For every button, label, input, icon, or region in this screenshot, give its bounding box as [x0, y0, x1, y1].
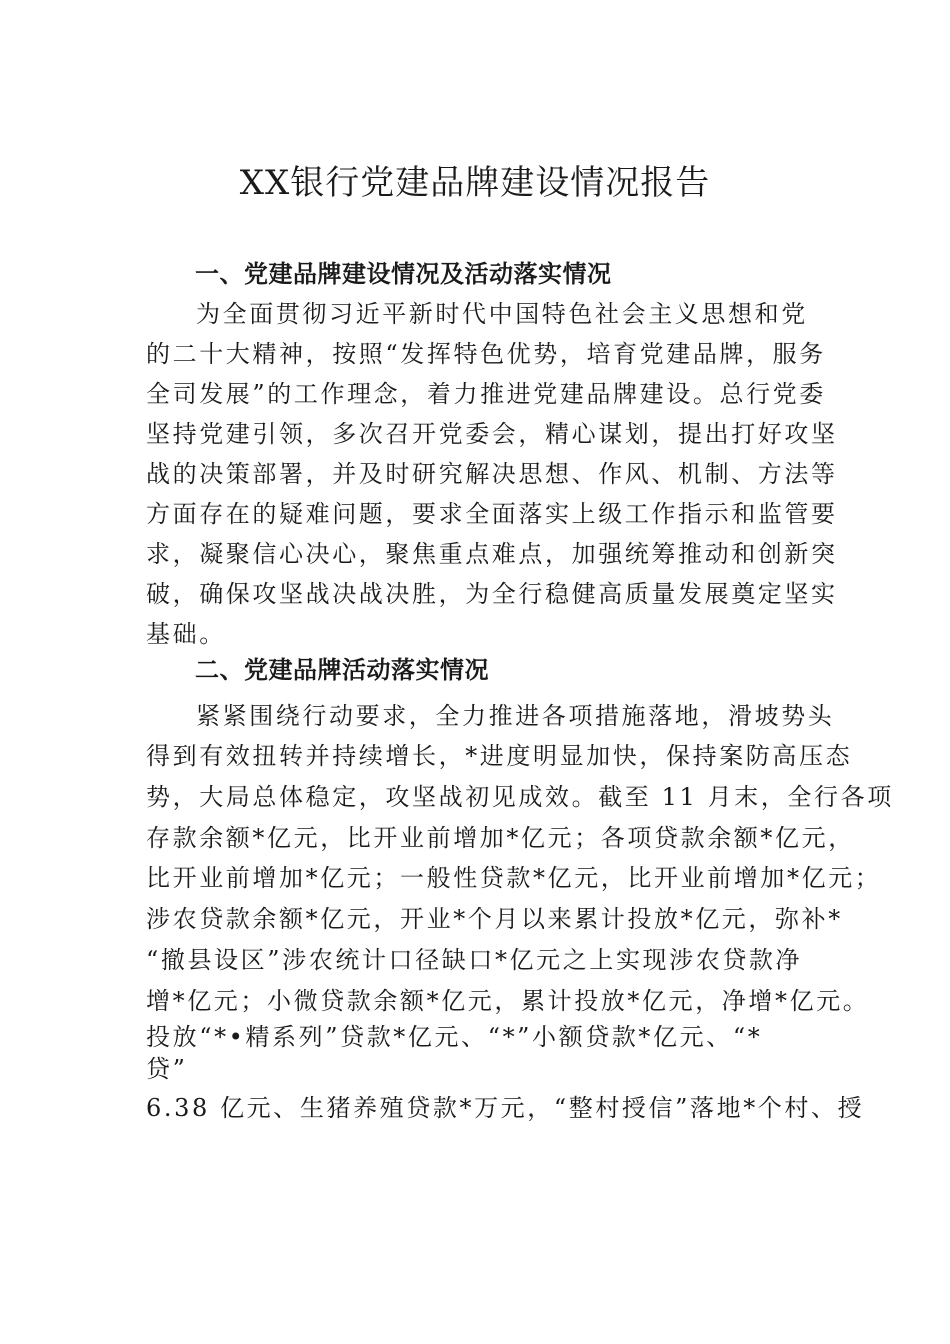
section-2-heading: 二、党建品牌活动落实情况: [195, 656, 489, 684]
paragraph-line: 战的决策部署，并及时研究解决思想、作风、机制、方法等: [146, 460, 838, 488]
paragraph-line: 势，大局总体稳定，攻坚战初见成效。截至 11 月末，全行各项: [146, 783, 894, 811]
paragraph-line: 基础。: [146, 620, 226, 648]
paragraph-line: 破，确保攻坚战决战决胜，为全行稳健高质量发展奠定坚实: [146, 580, 838, 608]
paragraph-line: 求，凝聚信心决心，聚焦重点难点，加强统筹推动和创新突: [146, 540, 838, 568]
paragraph-line: 全司发展”的工作理念，着力推进党建品牌建设。总行党委: [146, 380, 826, 408]
paragraph-line: 贷”: [146, 1055, 188, 1083]
paragraph-line: 投放“*•精系列”贷款*亿元、“*”小额贷款*亿元、“*: [146, 1023, 763, 1051]
paragraph-line: 坚持党建引领，多次召开党委会，精心谋划，提出打好攻坚: [146, 420, 838, 448]
paragraph-line: “撤县设区”涉农统计口径缺口*亿元之上实现涉农贷款净: [146, 946, 803, 974]
paragraph-line: 存款余额*亿元，比开业前增加*亿元；各项贷款余额*亿元，: [146, 824, 855, 852]
paragraph-line: 的二十大精神，按照“发挥特色优势，培育党建品牌，服务: [146, 340, 826, 368]
paragraph-line: 紧紧围绕行动要求，全力推进各项措施落地，滑坡势头: [196, 702, 835, 730]
paragraph-line: 得到有效扭转并持续增长，*进度明显加快，保持案防高压态: [146, 742, 853, 770]
paragraph-line: 为全面贯彻习近平新时代中国特色社会主义思想和党: [196, 300, 808, 328]
paragraph-line: 6.38 亿元、生猪养殖贷款*万元，“整村授信”落地*个村、授: [146, 1094, 865, 1122]
paragraph-line: 增*亿元；小微贷款余额*亿元，累计投放*亿元，净增*亿元。: [146, 987, 870, 1015]
document-title: XX银行党建品牌建设情况报告: [239, 163, 711, 203]
paragraph-line: 涉农贷款余额*亿元，开业*个月以来累计投放*亿元，弥补*: [146, 905, 843, 933]
paragraph-line: 方面存在的疑难问题，要求全面落实上级工作指示和监管要: [146, 500, 838, 528]
section-1-heading: 一、党建品牌建设情况及活动落实情况: [195, 260, 612, 288]
paragraph-line: 比开业前增加*亿元；一般性贷款*亿元，比开业前增加*亿元；: [146, 864, 882, 892]
